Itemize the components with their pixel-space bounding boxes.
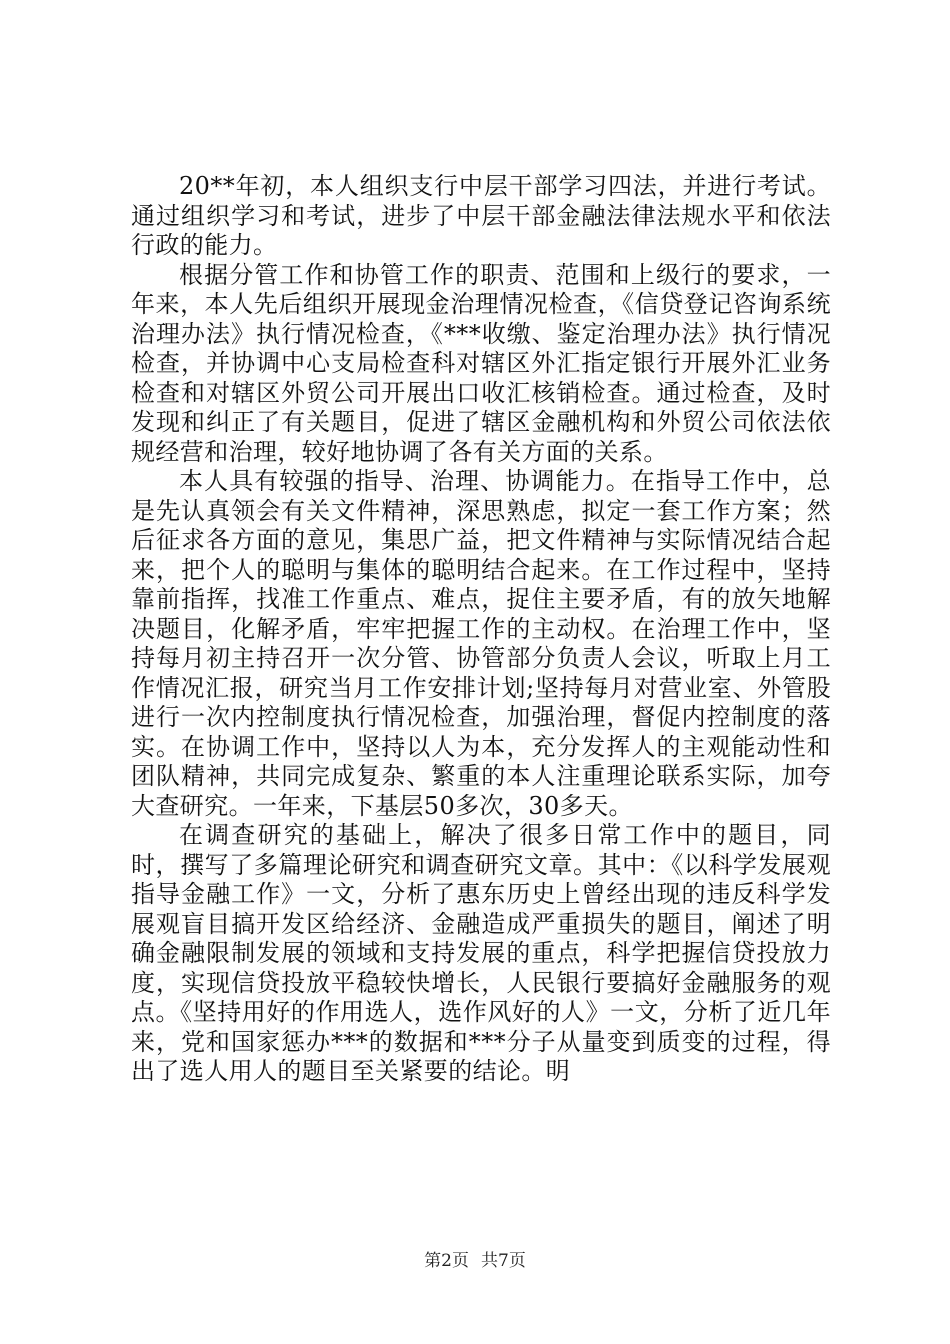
paragraph-research: 在调查研究的基础上，解决了很多日常工作中的题目，同时，撰写了多篇理论研究和调查研究文章。其中：《以科学发展观指导金融工作》一文，分析了惠东历史上曾经出现的违反科学发展观盲目搞开发区给经济、金融造成严重损失的题目，阐述了明确金融限制发展的领域和支持发展的重点，科学把握信贷投放力度，实现信贷投放平稳较快增长，人民银行要搞好金融服务的观点。《坚持用好的作用选人，选作风好的人》一文，分析了近几年来，党和国家惩办***的数据和***分子从量变到质变的过程，得出了选人用人的题目至关紧要的结论。明 (131, 821, 831, 1085)
paragraph-study-laws: 20**年初，本人组织支行中层干部学习四法，并进行考试。通过组织学习和考试，进步了中层干部金融法律法规水平和依法行政的能力。 (131, 172, 831, 259)
document-body (131, 172, 831, 1087)
page-number: 第2页 (424, 1251, 469, 1271)
paragraph-inspections: 根据分管工作和协管工作的职责、范围和上级行的要求，一年来，本人先后组织开展现金治理情况检查，《信贷登记咨询系统治理办法》执行情况检查，《***收缴、鉴定治理办法》执行情况检查，并协调中心支局检查科对辖区外汇指定银行开展外汇业务检查和对辖区外贸公司开展出口收汇核销检查。通过检查，及时发现和纠正了有关题目，促进了辖区金融机构和外贸公司依法依规经营和治理，较好地协调了各有关方面的关系。 (131, 260, 831, 466)
paragraph-leadership: 本人具有较强的指导、治理、协调能力。在指导工作中，总是先认真领会有关文件精神，深思熟虑，拟定一套工作方案；然后征求各方面的意见，集思广益，把文件精神与实际情况结合起来，把个人的聪明与集体的聪明结合起来。在工作过程中，坚持靠前指挥，找准工作重点、难点，捉住主要矛盾，有的放矢地解决题目，化解矛盾，牢牢把握工作的主动权。在治理工作中，坚持每月初主持召开一次分管、协管部分负责人会议，听取上月工作情况汇报，研究当月工作安排计划;坚持每月对营业室、外管股进行一次内控制度执行情况检查，加强治理，督促内控制度的落实。在协调工作中，坚持以人为本，充分发挥人的主观能动性和团队精神，共同完成复杂、繁重的本人注重理论联系实际，加夸大查研究。一年来，下基层50多次，30多天。 (131, 467, 831, 820)
page-footer (0, 1246, 950, 1271)
page-total: 共7页 (481, 1251, 526, 1271)
